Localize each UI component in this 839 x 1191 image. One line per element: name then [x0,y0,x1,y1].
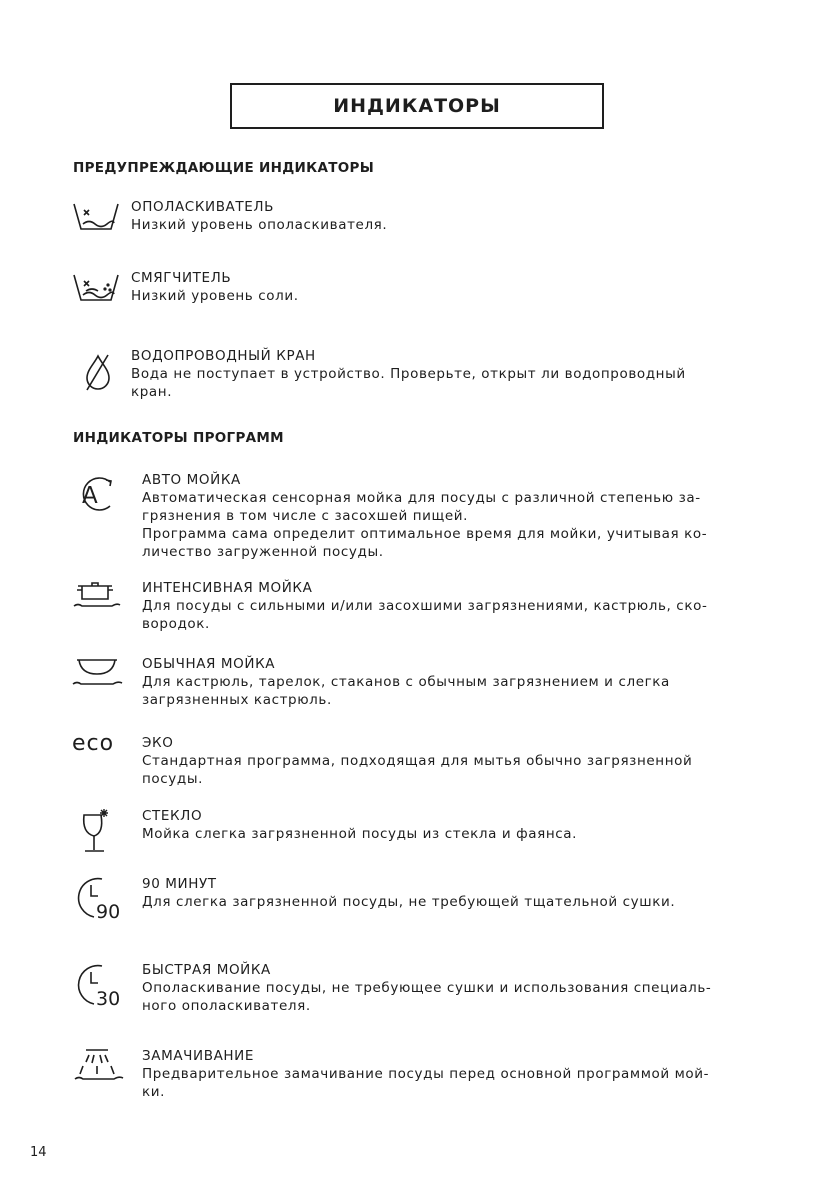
indicator-name: ЗАМАЧИВАНИЕ [142,1048,255,1064]
warning-indicators-heading: ПРЕДУПРЕЖДАЮЩИЕ ИНДИКАТОРЫ [73,160,374,176]
indicator-name: БЫСТРАЯ МОЙКА [142,962,271,978]
indicator-description: Вода не поступает в устройство. Проверьте, открыт ли водопроводный кран. [131,366,686,400]
indicator-name: 90 МИНУТ [142,876,217,892]
indicator-description: Низкий уровень ополаскивателя. [131,217,388,233]
indicator-name: ОБЫЧНАЯ МОЙКА [142,656,276,672]
quick-wash-icon-label: 30 [96,988,121,1010]
auto-wash-icon [72,474,122,514]
indicator-name: ЭКО [142,735,174,751]
indicator-name: ОПОЛАСКИВАТЕЛЬ [131,199,274,215]
program-indicators-heading: ИНДИКАТОРЫ ПРОГРАММ [73,430,284,446]
softener-icon [72,273,122,305]
indicator-description: Ополаскивание посуды, не требующее сушки и использования специаль- ного ополаскивателя. [142,980,712,1014]
indicator-description: Мойка слегка загрязненной посуды из стекла и фаянса. [142,826,578,842]
indicator-name: ВОДОПРОВОДНЫЙ КРАН [131,348,316,364]
glass-icon [80,808,114,854]
indicator-name: СТЕКЛО [142,808,203,824]
indicator-description: Автоматическая сенсорная мойка для посуды с различной степенью за- грязнения в том числе с засохшей пищей. Программа сама определит оптимальное время для мойки, учитывая ко- личество загруженной посуды. [142,490,708,560]
indicator-description: Для кастрюль, тарелок, стаканов с обычным загрязнением и слегка загрязненных кастрюль. [142,674,670,708]
indicator-name: АВТО МОЙКА [142,472,241,488]
90-min-icon [72,876,126,922]
indicator-description: Предварительное замачивание посуды перед основной программой мой- ки. [142,1066,710,1100]
indicator-description: Стандартная программа, подходящая для мытья обычно загрязненной посуды. [142,753,693,787]
indicator-description: Для посуды с сильными и/или засохшими загрязнениями, кастрюль, ско- вородок. [142,598,708,632]
indicator-name: ИНТЕНСИВНАЯ МОЙКА [142,580,313,596]
page-title: ИНДИКАТОРЫ [230,83,604,129]
auto-wash-icon-letter: A [82,483,98,509]
quick-wash-icon [72,963,126,1009]
90-min-icon-label: 90 [96,901,121,923]
intensive-wash-icon [72,582,124,612]
soak-icon [74,1048,124,1082]
indicator-description: Для слегка загрязненной посуды, не требующей тщательной сушки. [142,894,676,910]
normal-wash-icon [72,658,124,688]
page-number: 14 [30,1145,47,1160]
water-tap-icon [82,353,114,391]
indicator-name: СМЯГЧИТЕЛЬ [131,270,232,286]
rinse-aid-icon [72,202,122,234]
eco-icon: eco [72,731,115,756]
indicator-description: Низкий уровень соли. [131,288,299,304]
